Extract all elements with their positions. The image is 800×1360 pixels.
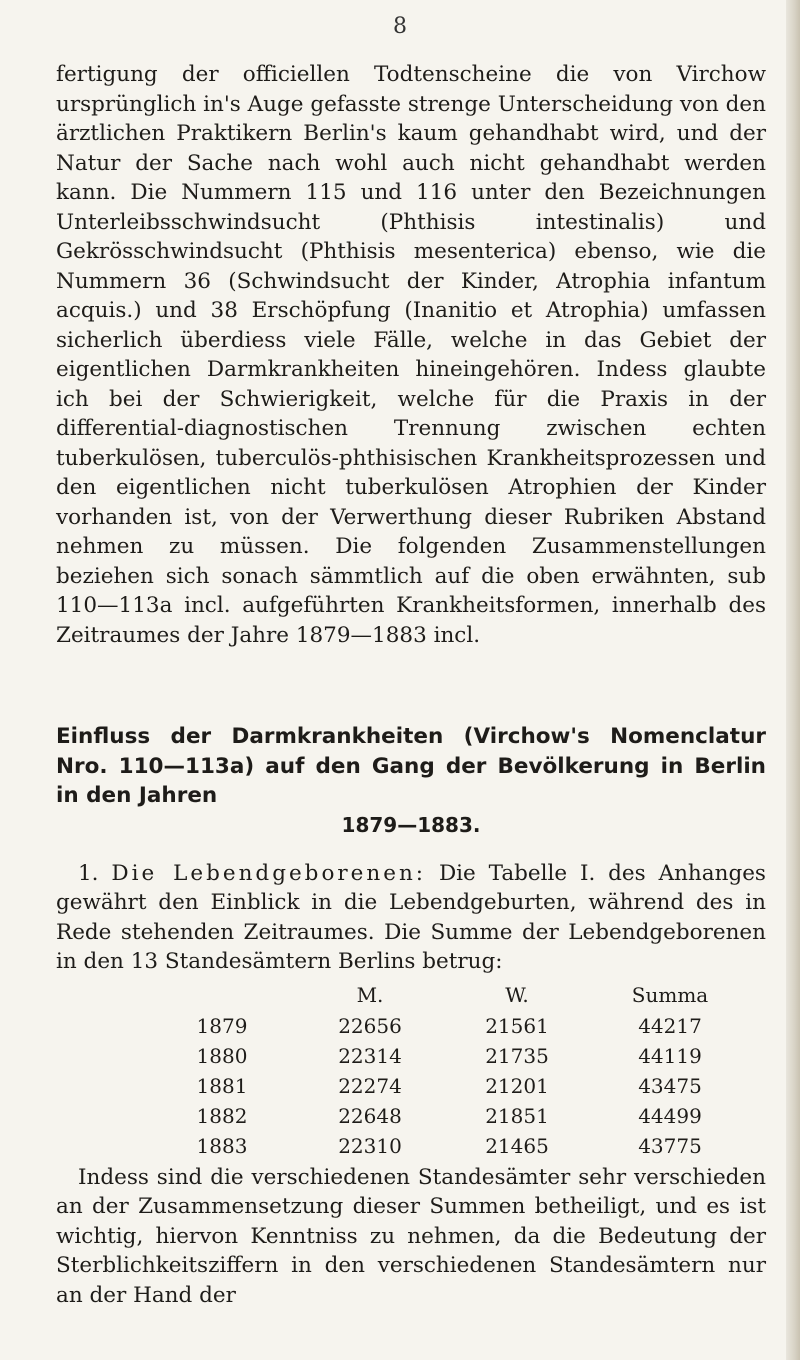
body-paragraph-after-table: Indess sind die verschiedenen Standesämter sehr verschieden an der Zusammensetzung dieser Summen betheiligt, und es ist wichtig, hiervon Kenntniss zu nehmen, da die Bedeutung der Sterblichkeitsziffern in den verschiedenen Standesämtern nur an der Hand der: [56, 1164, 766, 1308]
births-table: [148, 979, 750, 1161]
table-row: [148, 1071, 750, 1101]
cell-female: 21465: [485, 1133, 549, 1158]
births-table-header: [148, 979, 750, 1011]
cell-female: 21201: [485, 1073, 549, 1098]
page-edge-shadow: [786, 0, 800, 1360]
cell-sum: 44217: [638, 1013, 702, 1038]
cell-year: 1879: [196, 1013, 248, 1038]
section-1-paragraph: [56, 859, 766, 977]
cell-female: 21851: [485, 1103, 549, 1128]
cell-female: 21561: [485, 1013, 549, 1038]
section-1-text: Die Tabelle I. des Anhanges gewährt den Einblick in die Lebendgeburten, während des in Rede stehenden Zeitraumes. Die Summe der Lebendgeborenen in den 13 Standesämtern Berlins betrug:: [56, 860, 766, 974]
cell-male: 22648: [338, 1103, 402, 1128]
table-row: [148, 1011, 750, 1041]
header-male: M.: [356, 982, 384, 1007]
section-1-number: 1.: [78, 860, 99, 886]
page-content: [56, 60, 766, 1310]
body-paragraph-1: fertigung der officiellen Todtenscheine die von Virchow ursprünglich in's Auge gefasste strenge Unterscheidung von den ärztlichen Praktikern Berlin's kaum gehandhabt wird, und der Natur der Sache nach wohl auch nicht gehandhabt werden kann. Die Nummern 115 und 116 unter den Bezeichnungen Unterleibsschwindsucht (Phthisis intestinalis) und Gekrösschwindsucht (Phthisis mesenterica) ebenso, wie die Nummern 36 (Schwindsucht der Kinder, Atrophia infantum acquis.) und 38 Erschöpfung (Inanitio et Atrophia) umfassen sicherlich überdiess viele Fälle, welche in das Gebiet der eigentlichen Darmkrankheiten hineingehören. Indess glaubte ich bei der Schwierigkeit, welche für die Praxis in der differential-diagnostischen Trennung zwischen echten tuberkulösen, tuberculös-phthisischen Krankheitsprozessen und den eigentlichen nicht tuberkulösen Atrophien der Kinder vorhanden ist, von der Verwerthung dieser Rubriken Abstand nehmen zu müssen. Die folgenden Zusammenstellungen beziehen sich sonach sämmtlich auf die oben erwähnten, sub 110—113a incl. aufgeführten Krankheitsformen, innerhalb des Zeitraumes der Jahre 1879—1883 incl.: [56, 62, 766, 648]
header-year: [148, 979, 296, 1011]
cell-male: 22656: [338, 1013, 402, 1038]
page-number: 8: [393, 14, 407, 39]
header-female: W.: [505, 982, 529, 1007]
cell-year: 1880: [196, 1043, 248, 1068]
table-row: [148, 1101, 750, 1131]
cell-sum: 44499: [638, 1103, 702, 1128]
table-row: [148, 1131, 750, 1161]
header-sum: Summa: [631, 982, 709, 1007]
cell-year: 1883: [196, 1133, 248, 1158]
cell-sum: 43475: [638, 1073, 702, 1098]
section-1-title: Die Lebendgeborenen:: [111, 860, 427, 886]
cell-sum: 44119: [638, 1043, 702, 1068]
cell-sum: 43775: [638, 1133, 702, 1158]
table-row: [148, 1041, 750, 1071]
section-heading: Einfluss der Darmkrankheiten (Virchow's Nomenclatur Nro. 110—113a) auf den Gang der Bevölkerung in Berlin in den Jahren: [56, 724, 766, 808]
cell-year: 1881: [196, 1073, 248, 1098]
cell-year: 1882: [196, 1103, 248, 1128]
section-heading-years: 1879—1883.: [341, 812, 481, 837]
cell-female: 21735: [485, 1043, 549, 1068]
cell-male: 22314: [338, 1043, 402, 1068]
cell-male: 22274: [338, 1073, 402, 1098]
cell-male: 22310: [338, 1133, 402, 1158]
